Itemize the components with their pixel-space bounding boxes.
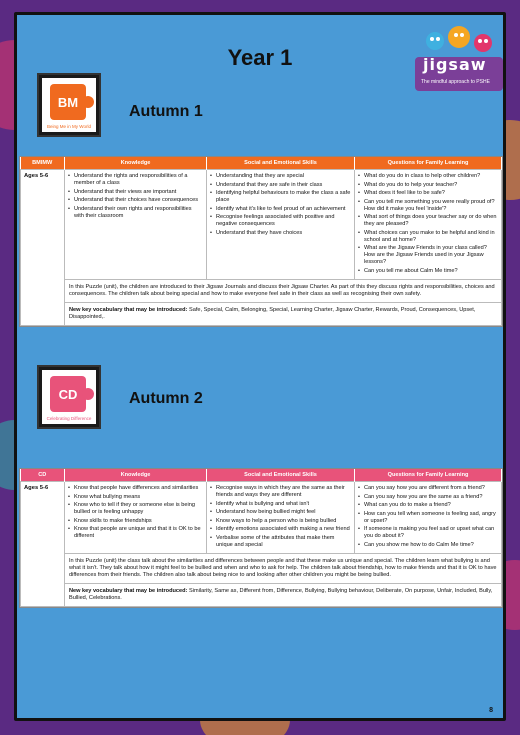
- autumn1-header-skills: Social and Emotional Skills: [207, 157, 355, 170]
- list-item: • Understand the rights and responsibilities of a member of a class: [68, 173, 203, 187]
- list-item: • Recognise ways in which they are the same as their friends and ways they are different: [210, 485, 351, 499]
- document-page: [14, 12, 506, 721]
- autumn2-skills-cell: [207, 482, 355, 554]
- list-item: • Understand that they have choices: [210, 230, 351, 237]
- autumn2-vocab-list: Similarity, Same as, Different from, Difference, Bullying, Bullying behaviour, Deliberate, On purpose, Unfair, Included, Bully, Bullied, Celebrations.: [69, 588, 493, 601]
- list-item: • What do you do to help your teacher?: [358, 182, 498, 189]
- autumn2-knowledge-cell: [65, 482, 207, 554]
- autumn1-table: [19, 156, 503, 327]
- autumn2-questions-cell: [355, 482, 502, 554]
- jigsaw-logo: [415, 23, 503, 105]
- autumn1-header-code: BMIMW: [21, 157, 65, 170]
- autumn2-header-knowledge: Knowledge: [65, 469, 207, 482]
- autumn1-puzzle-piece-icon: [50, 84, 86, 120]
- list-item: • Know what bullying means: [68, 494, 203, 501]
- autumn2-puzzle-badge: [37, 365, 101, 429]
- autumn2-summary: In this Puzzle (unit) the class talk about the similarities and differences between people and that these make us unique and special. The children learn what bullying is and what it isn't. They talk about how it might feel to be bullied and when and who to ask for help. The children talk about friendship, how to make friends and that it is OK to have differences from their friends. The children also talk about being nice to and looking after other children you might be being bullied.: [65, 554, 502, 584]
- autumn2-age: Ages 5-6: [21, 482, 65, 607]
- list-item: • Understand their own rights and responsibilities with their classroom: [68, 206, 203, 220]
- autumn2-puzzle-piece-icon: [50, 376, 86, 412]
- jigsaw-wordmark: jigsaw: [423, 55, 487, 74]
- autumn1-summary: In this Puzzle (unit), the children are introduced to their Jigsaw Journals and discuss their Jigsaw Charter. As part of this they discuss rights and responsibilities, choices and consequences. The children talk about being special and how to make everyone feel safe in their class as well as recognising their own safety.: [65, 280, 502, 303]
- list-item: • What are the Jigsaw Friends in your class called? How are the Jigsaw Friends used in your Jigsaw lessons?: [358, 245, 498, 266]
- list-item: • Can you tell me something you were really proud of? How did it make you feel 'inside'?: [358, 199, 498, 213]
- list-item: • Know ways to help a person who is being bullied: [210, 518, 351, 525]
- autumn2-table: [19, 468, 503, 608]
- list-item: • Identifying helpful behaviours to make the class a safe place: [210, 190, 351, 204]
- autumn2-puzzle-code: CD: [58, 386, 78, 402]
- autumn1-skills-cell: [207, 170, 355, 280]
- autumn1-title: Autumn 1: [129, 103, 203, 120]
- list-item: • Can you say how you are the same as a friend?: [358, 494, 498, 501]
- page-number: 8: [489, 707, 493, 714]
- list-item: • What sort of things does your teacher say or do when they are pleased?: [358, 214, 498, 228]
- list-item: • Understand that their views are important: [68, 189, 203, 196]
- autumn1-header-knowledge: Knowledge: [65, 157, 207, 170]
- autumn1-header-questions: Questions for Family Learning: [355, 157, 502, 170]
- list-item: • What does it feel like to be safe?: [358, 190, 498, 197]
- jigsaw-tagline: The mindful approach to PSHE: [421, 79, 490, 85]
- list-item: • Know who to tell if they or someone else is being bullied or is feeling unhappy: [68, 502, 203, 516]
- list-item: • Identify emotions associated with making a new friend: [210, 526, 351, 533]
- autumn1-vocab-label: New key vocabulary that may be introduced:: [69, 307, 188, 313]
- list-item: • Can you say how you are different from a friend?: [358, 485, 498, 492]
- list-item: • How can you tell when someone is feeling sad, angry or upset?: [358, 511, 498, 525]
- list-item: • Understanding that they are special: [210, 173, 351, 180]
- autumn2-vocabulary: [65, 584, 502, 607]
- list-item: • Identify what it's like to feel proud of an achievement: [210, 206, 351, 213]
- list-item: • Can you tell me about Calm Me time?: [358, 268, 498, 275]
- autumn1-knowledge-cell: [65, 170, 207, 280]
- autumn2-header-skills: Social and Emotional Skills: [207, 469, 355, 482]
- autumn1-questions-cell: [355, 170, 502, 280]
- list-item: • Can you show me how to do Calm Me time?: [358, 542, 498, 549]
- year-title: Year 1: [227, 45, 293, 70]
- list-item: • Understand that they are safe in their class: [210, 182, 351, 189]
- list-item: • What choices can you make to be helpful and kind in school and at home?: [358, 230, 498, 244]
- list-item: • Understand that their choices have consequences: [68, 197, 203, 204]
- list-item: • Verbalise some of the attributes that make them unique and special: [210, 535, 351, 549]
- autumn2-title: Autumn 2: [129, 390, 203, 407]
- autumn1-age: Ages 5-6: [21, 170, 65, 326]
- list-item: • Know skills to make friendships: [68, 518, 203, 525]
- autumn1-puzzle-label: Being Me in My World: [47, 124, 91, 129]
- autumn2-header-questions: Questions for Family Learning: [355, 469, 502, 482]
- autumn2-header-code: CD: [21, 469, 65, 482]
- autumn1-vocabulary: [65, 303, 502, 326]
- list-item: • Understand how being bullied might feel: [210, 509, 351, 516]
- autumn2-vocab-label: New key vocabulary that may be introduced:: [69, 588, 188, 594]
- autumn2-puzzle-label: Celebrating Difference: [46, 416, 92, 421]
- list-item: • If someone is making you feel sad or upset what can you do about it?: [358, 526, 498, 540]
- list-item: • What can you do to make a friend?: [358, 502, 498, 509]
- autumn1-vocab-list: Safe, Special, Calm, Belonging, Special, Learning Charter, Jigsaw Charter, Rewards, Proud, Consequences, Upset, Disappointed,.: [69, 307, 476, 320]
- list-item: • Identify what is bullying and what isn't: [210, 501, 351, 508]
- list-item: • Know that people are unique and that it is OK to be different: [68, 526, 203, 540]
- autumn1-puzzle-badge: [37, 73, 101, 137]
- list-item: • Know that people have differences and similarities: [68, 485, 203, 492]
- list-item: • Recognise feelings associated with positive and negative consequences: [210, 214, 351, 228]
- list-item: • What do you do in class to help other children?: [358, 173, 498, 180]
- autumn1-puzzle-code: BM: [57, 94, 79, 110]
